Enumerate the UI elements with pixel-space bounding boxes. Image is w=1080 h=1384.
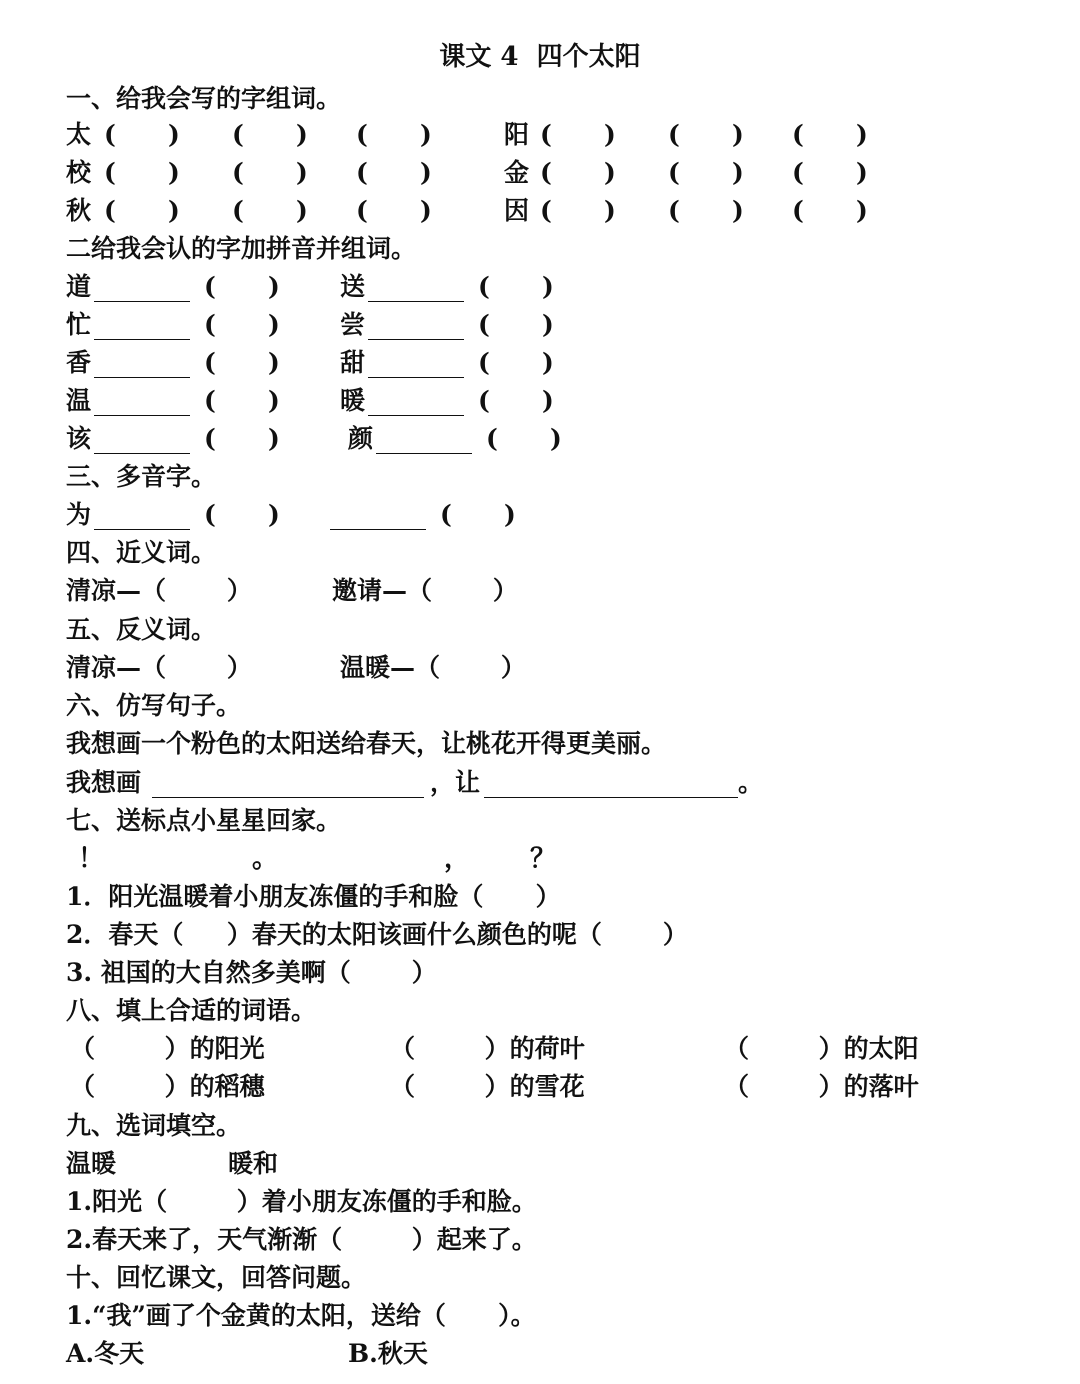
comma-mark[interactable]: ， — [444, 844, 471, 874]
pinyin-blank[interactable] — [94, 301, 190, 302]
imitation-blank-1[interactable] — [152, 797, 424, 798]
exclamation-mark[interactable]: ！ — [78, 844, 105, 874]
option-a[interactable]: A.冬天 — [66, 1339, 145, 1368]
word-blank[interactable]: ( ) — [478, 386, 554, 415]
word-blank[interactable]: ( ) — [478, 272, 554, 301]
period-mark[interactable]: 。 — [252, 844, 279, 874]
pinyin-blank[interactable] — [94, 377, 190, 378]
word-blank[interactable]: ( ) — [540, 120, 616, 149]
word-blank[interactable]: ( ) — [204, 348, 280, 377]
char-jin: 金 — [504, 158, 530, 187]
word-blank[interactable]: ( ) — [356, 196, 432, 225]
section-1-heading: 一、给我会写的字组词。 — [66, 84, 342, 113]
pinyin-blank[interactable] — [94, 415, 190, 416]
example-sentence: 我想画一个粉色的太阳送给春天，让桃花开得更美丽。 — [66, 729, 667, 758]
word-blank[interactable]: ( ) — [668, 158, 744, 187]
word-blank[interactable]: ( ) — [668, 120, 744, 149]
choice-q2[interactable]: 2.春天来了，天气渐渐（ ）起来了。 — [66, 1225, 537, 1254]
synonym-item[interactable]: 邀请—（ ） — [332, 576, 518, 605]
word-blank[interactable]: ( ) — [478, 348, 554, 377]
section-4-heading: 四、近义词。 — [66, 538, 217, 567]
punctuation-q3[interactable]: 3. 祖国的大自然多美啊（ ） — [66, 958, 437, 987]
section-6-heading: 六、仿写句子。 — [66, 691, 242, 720]
char-yang: 阳 — [504, 120, 530, 149]
fill-word-item[interactable]: （ ）的太阳 — [724, 1034, 919, 1063]
fill-word-item[interactable]: （ ）的荷叶 — [390, 1034, 585, 1063]
pinyin-blank[interactable] — [368, 339, 464, 340]
section-3-heading: 三、多音字。 — [66, 462, 217, 491]
section-7-heading: 七、送标点小星星回家。 — [66, 806, 342, 835]
char-tai: 太 — [66, 120, 92, 149]
section-5-heading: 五、反义词。 — [66, 615, 217, 644]
fill-word-item[interactable]: （ ）的阳光 — [70, 1034, 265, 1063]
word-blank[interactable]: ( ) — [478, 310, 554, 339]
word-blank[interactable]: ( ) — [540, 158, 616, 187]
recall-q1[interactable]: 1.“我”画了个金黄的太阳，送给（ ）。 — [66, 1301, 536, 1330]
word-blank[interactable]: ( ) — [232, 196, 308, 225]
char-song: 送 — [340, 272, 366, 301]
word-blank[interactable]: ( ) — [792, 120, 868, 149]
word-blank[interactable]: ( ) — [356, 120, 432, 149]
char-wei: 为 — [66, 500, 92, 529]
char-mang: 忙 — [66, 310, 92, 339]
pinyin-blank[interactable] — [94, 453, 190, 454]
word-blank[interactable]: ( ) — [540, 196, 616, 225]
word-blank[interactable]: ( ) — [104, 120, 180, 149]
char-qiu: 秋 — [66, 196, 92, 225]
choice-q1[interactable]: 1.阳光（ ）着小朋友冻僵的手和脸。 — [66, 1187, 537, 1216]
word-blank[interactable]: ( ) — [204, 386, 280, 415]
imitation-mid: ，让 — [430, 768, 481, 797]
char-xiang: 香 — [66, 348, 92, 377]
section-9-heading: 九、选词填空。 — [66, 1111, 242, 1140]
char-xiao: 校 — [66, 158, 92, 187]
pinyin-blank[interactable] — [368, 301, 464, 302]
word-blank[interactable]: ( ) — [792, 158, 868, 187]
choice-word-2: 暖和 — [228, 1149, 279, 1178]
word-blank[interactable]: ( ) — [104, 196, 180, 225]
choice-word-1: 温暖 — [66, 1149, 117, 1178]
imitation-blank-2[interactable] — [484, 797, 738, 798]
imitation-end: 。 — [738, 768, 764, 797]
pinyin-blank[interactable] — [330, 529, 426, 530]
word-blank[interactable]: ( ) — [440, 500, 516, 529]
question-mark[interactable]: ？ — [530, 844, 557, 874]
char-gai: 该 — [66, 424, 92, 453]
page-title: 课文 4 四个太阳 — [439, 42, 641, 72]
fill-word-item[interactable]: （ ）的落叶 — [724, 1072, 919, 1101]
word-blank[interactable]: ( ) — [232, 158, 308, 187]
fill-word-item[interactable]: （ ）的雪花 — [390, 1072, 585, 1101]
fill-word-item[interactable]: （ ）的稻穗 — [70, 1072, 265, 1101]
char-wen: 温 — [66, 386, 92, 415]
word-blank[interactable]: ( ) — [204, 310, 280, 339]
antonym-item[interactable]: 温暖—（ ） — [340, 653, 526, 682]
char-dao: 道 — [66, 272, 92, 301]
char-yin: 因 — [504, 196, 530, 225]
imitation-prefix: 我想画 — [66, 768, 142, 797]
option-b[interactable]: B.秋天 — [348, 1339, 428, 1368]
pinyin-blank[interactable] — [94, 529, 190, 530]
punctuation-q1[interactable]: 1．阳光温暖着小朋友冻僵的手和脸（ ） — [66, 882, 561, 911]
word-blank[interactable]: ( ) — [356, 158, 432, 187]
word-blank[interactable]: ( ) — [204, 500, 280, 529]
word-blank[interactable]: ( ) — [204, 272, 280, 301]
pinyin-blank[interactable] — [94, 339, 190, 340]
section-8-heading: 八、填上合适的词语。 — [66, 996, 317, 1025]
punctuation-q2[interactable]: 2．春天（ ）春天的太阳该画什么颜色的呢（ ） — [66, 920, 688, 949]
char-nuan: 暖 — [340, 386, 366, 415]
char-yan: 颜 — [348, 424, 374, 453]
pinyin-blank[interactable] — [368, 415, 464, 416]
section-10-heading: 十、回忆课文，回答问题。 — [66, 1263, 367, 1292]
word-blank[interactable]: ( ) — [204, 424, 280, 453]
word-blank[interactable]: ( ) — [104, 158, 180, 187]
synonym-item[interactable]: 清凉—（ ） — [66, 576, 252, 605]
char-chang: 尝 — [340, 310, 366, 339]
word-blank[interactable]: ( ) — [232, 120, 308, 149]
pinyin-blank[interactable] — [376, 453, 472, 454]
char-tian: 甜 — [340, 348, 366, 377]
section-2-heading: 二给我会认的字加拼音并组词。 — [66, 234, 417, 263]
word-blank[interactable]: ( ) — [486, 424, 562, 453]
antonym-item[interactable]: 清凉—（ ） — [66, 653, 252, 682]
pinyin-blank[interactable] — [368, 377, 464, 378]
word-blank[interactable]: ( ) — [792, 196, 868, 225]
word-blank[interactable]: ( ) — [668, 196, 744, 225]
